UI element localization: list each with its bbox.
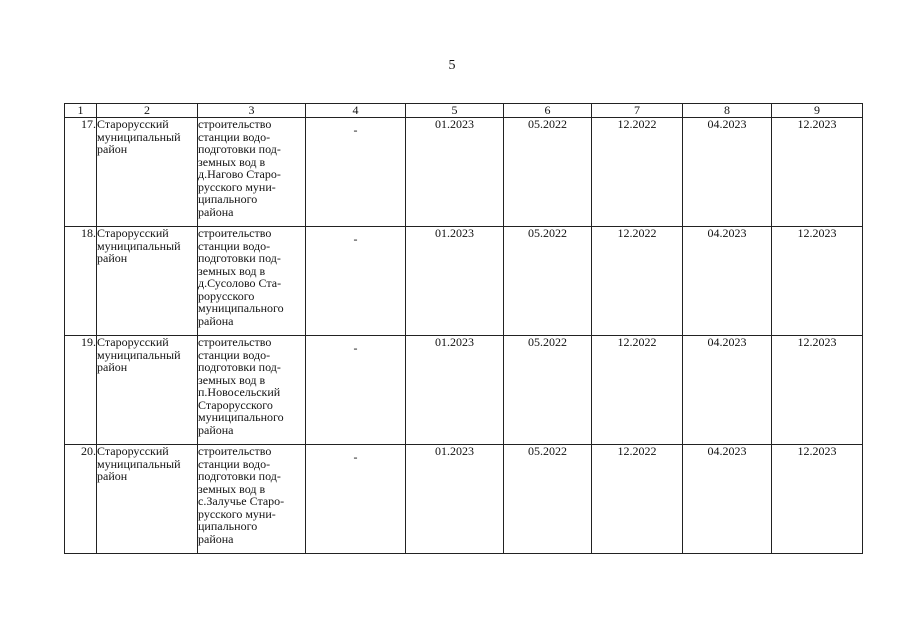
col9-cell: 12.2023 xyxy=(772,336,863,445)
col4-cell: - xyxy=(306,336,406,445)
district-cell: Старорусский муниципальный район xyxy=(97,227,198,336)
col7-cell: 12.2022 xyxy=(592,445,683,554)
col5-cell: 01.2023 xyxy=(406,445,504,554)
col7-cell: 12.2022 xyxy=(592,227,683,336)
column-header-4: 4 xyxy=(306,104,406,118)
col8-cell: 04.2023 xyxy=(683,336,772,445)
description-cell: строительство станции водо- подготовки под- земных вод в д.Нагово Старо- русского муни- ципального района xyxy=(198,118,306,227)
district-cell: Старорусский муниципальный район xyxy=(97,445,198,554)
col8-cell: 04.2023 xyxy=(683,445,772,554)
column-header-6: 6 xyxy=(504,104,592,118)
schedule-table xyxy=(64,103,863,554)
col5-cell: 01.2023 xyxy=(406,118,504,227)
table-row xyxy=(65,227,863,336)
column-header-2: 2 xyxy=(97,104,198,118)
page-number: 5 xyxy=(448,58,456,73)
table-row xyxy=(65,445,863,554)
column-header-1: 1 xyxy=(65,104,97,118)
col6-cell: 05.2022 xyxy=(504,227,592,336)
col6-cell: 05.2022 xyxy=(504,336,592,445)
column-header-5: 5 xyxy=(406,104,504,118)
description-cell: строительство станции водо- подготовки под- земных вод в с.Залучье Старо- русского муни- ципального района xyxy=(198,445,306,554)
col4-cell: - xyxy=(306,445,406,554)
row-number: 18. xyxy=(65,227,97,336)
col7-cell: 12.2022 xyxy=(592,118,683,227)
district-cell: Старорусский муниципальный район xyxy=(97,336,198,445)
table-row xyxy=(65,336,863,445)
col4-cell: - xyxy=(306,227,406,336)
district-cell: Старорусский муниципальный район xyxy=(97,118,198,227)
table-row xyxy=(65,118,863,227)
col9-cell: 12.2023 xyxy=(772,445,863,554)
col8-cell: 04.2023 xyxy=(683,118,772,227)
col4-cell: - xyxy=(306,118,406,227)
col6-cell: 05.2022 xyxy=(504,445,592,554)
col9-cell: 12.2023 xyxy=(772,118,863,227)
column-header-3: 3 xyxy=(198,104,306,118)
col6-cell: 05.2022 xyxy=(504,118,592,227)
description-cell: строительство станции водо- подготовки под- земных вод в п.Новосельский Старорусского муниципального района xyxy=(198,336,306,445)
column-header-9: 9 xyxy=(772,104,863,118)
row-number: 17. xyxy=(65,118,97,227)
row-number: 19. xyxy=(65,336,97,445)
col8-cell: 04.2023 xyxy=(683,227,772,336)
col5-cell: 01.2023 xyxy=(406,227,504,336)
column-header-8: 8 xyxy=(683,104,772,118)
col5-cell: 01.2023 xyxy=(406,336,504,445)
col9-cell: 12.2023 xyxy=(772,227,863,336)
column-header-7: 7 xyxy=(592,104,683,118)
row-number: 20. xyxy=(65,445,97,554)
description-cell: строительство станции водо- подготовки под- земных вод в д.Сусолово Ста- рорусского муниципального района xyxy=(198,227,306,336)
col7-cell: 12.2022 xyxy=(592,336,683,445)
header-row xyxy=(65,104,863,118)
